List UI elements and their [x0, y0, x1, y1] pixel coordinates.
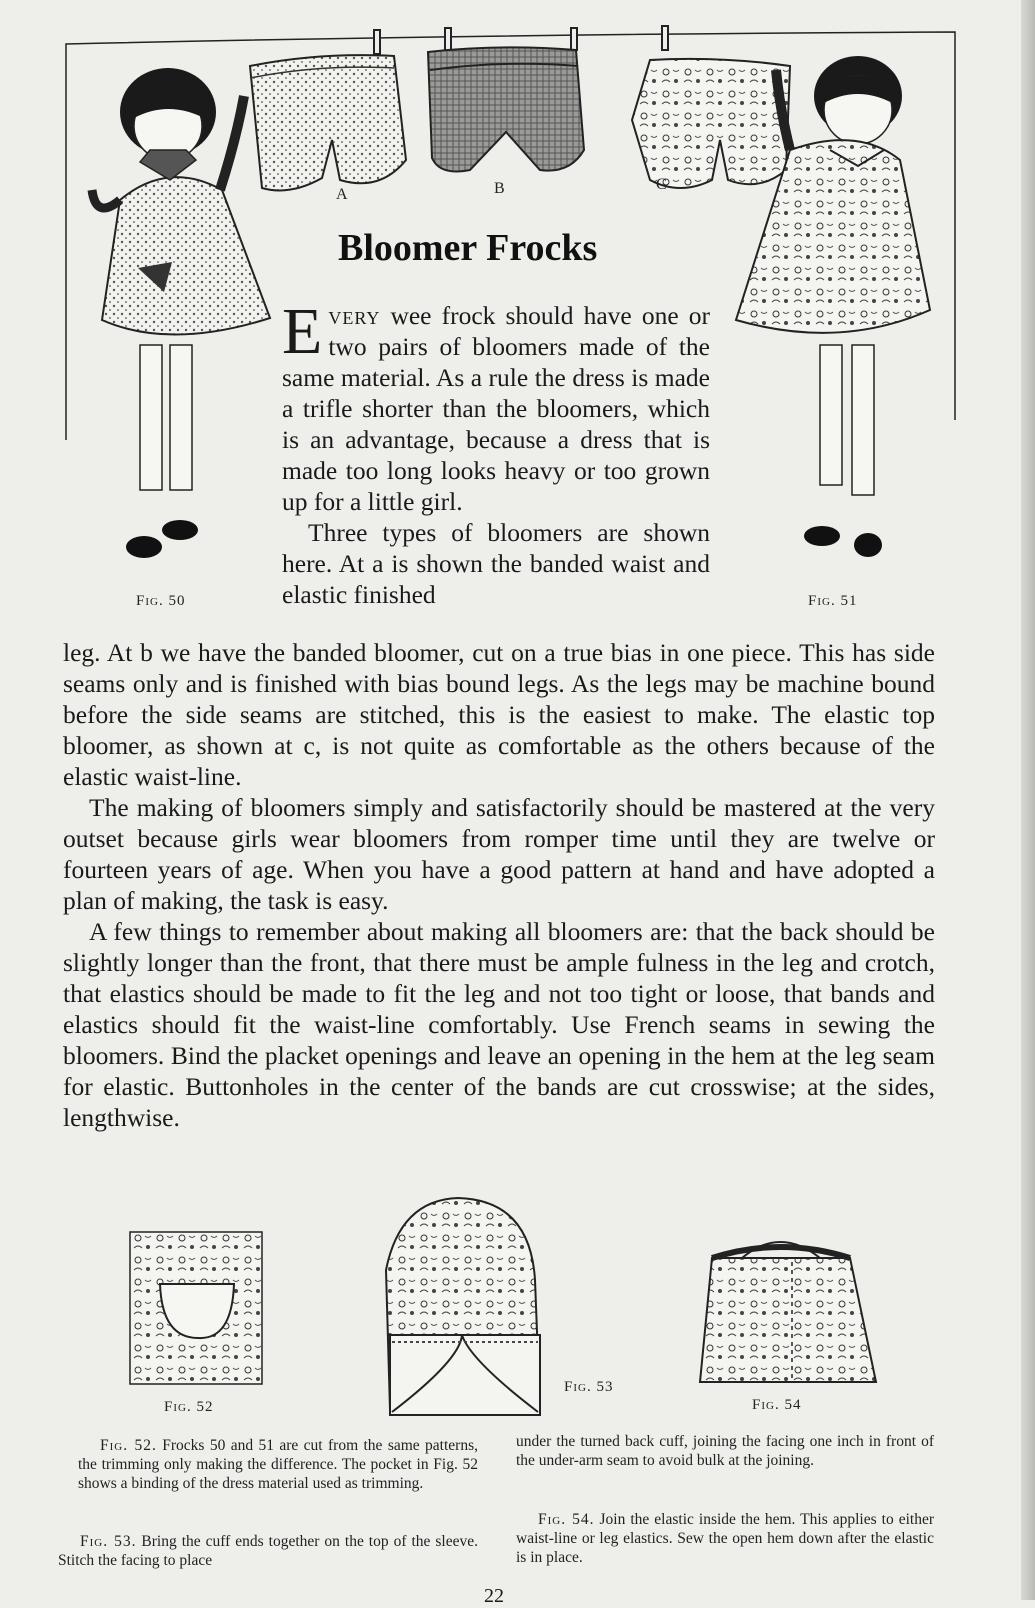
label-fig-54: Fig. 54	[752, 1397, 802, 1413]
label-fig-53: Fig. 53	[564, 1379, 614, 1395]
caption-fig-52-label: Fig. 52.	[100, 1437, 157, 1454]
label-bloomer-b: B	[494, 180, 505, 197]
drop-cap: E	[282, 295, 323, 368]
bloomer-a	[250, 55, 406, 190]
caption-fig-53-continued: under the turned back cuff, joining the facing one inch in front of the under-arm seam to avoid bulk at the joining.	[516, 1433, 934, 1469]
intro-text: wee frock should have one or two pairs of bloomers made of the same material. As a rule the dress is made a trifle shorter than the bloomers, which is an advantage, because a dress that is made too long looks heavy or too grown up for a little girl.	[282, 301, 710, 516]
label-bloomer-c: C	[656, 176, 667, 193]
label-fig-52: Fig. 52	[164, 1399, 214, 1415]
label-fig-50: Fig. 50	[136, 593, 186, 609]
caption-fig-52	[78, 1436, 478, 1493]
body-paragraph-1: leg. At b we have the banded bloomer, cut on a true bias in one piece. This has side seams only and is finished with bias bound legs. As the legs may be machine bound before the side seams are stitched, this is the easiest to make. The elastic top bloomer, as shown at c, is not quite as comfortable as the others because of the elastic waist-line.	[63, 638, 935, 791]
caption-fig-54-text: Join the elastic inside the hem. This applies to either waist-line or leg elastics. Sew the open hem down after the elastic is in place.	[516, 1511, 934, 1566]
intro-lead-word: very	[328, 301, 381, 330]
caption-fig-54	[516, 1510, 934, 1567]
figure-52-pocket	[130, 1232, 262, 1384]
figure-54-hem	[700, 1242, 876, 1382]
caption-fig-53	[58, 1532, 478, 1570]
body-paragraph-2: The making of bloomers simply and satisfactorily should be mastered at the very outset because girls wear bloomers from romper time until they are twelve or fourteen years of age. When you have a good pattern at hand and have adopted a plan of making, the task is easy.	[63, 793, 935, 915]
intro-paragraph	[282, 295, 710, 610]
caption-fig-53-label: Fig. 53.	[80, 1533, 137, 1550]
caption-fig-54-label: Fig. 54.	[538, 1511, 595, 1528]
intro-second-paragraph: Three types of bloomers are shown here. At a is shown the banded waist and elastic finished	[282, 518, 710, 609]
label-fig-51: Fig. 51	[808, 593, 858, 609]
label-bloomer-a: A	[336, 186, 348, 203]
body-text	[63, 637, 935, 1133]
bloomer-b	[428, 47, 584, 171]
page-title: Bloomer Frocks	[338, 227, 598, 269]
figure-53-sleeve	[386, 1198, 540, 1415]
page-number: 22	[484, 1585, 504, 1607]
girl-figure-50	[92, 68, 270, 558]
caption-fig-53-text: Bring the cuff ends together on the top of the sleeve. Stitch the facing to place	[58, 1533, 478, 1569]
body-paragraph-3: A few things to remember about making all bloomers are: that the back should be slightly longer than the front, that there must be ample fulness in the leg and crotch, that elastics should be made to fit the leg and not too tight or loose, that bands and elastics should fit the waist-line comfortably. Use French seams in sewing the bloomers. Bind the placket openings and leave an opening in the hem at the leg seam for elastic. Buttonholes in the center of the bands are cut crosswise; at the sides, lengthwise.	[63, 917, 935, 1132]
bloomer-c	[632, 59, 790, 188]
caption-fig-52-text: Frocks 50 and 51 are cut from the same patterns, the trimming only making the difference. The pocket in Fig. 52 shows a binding of the dress material used as trimming.	[78, 1437, 478, 1492]
